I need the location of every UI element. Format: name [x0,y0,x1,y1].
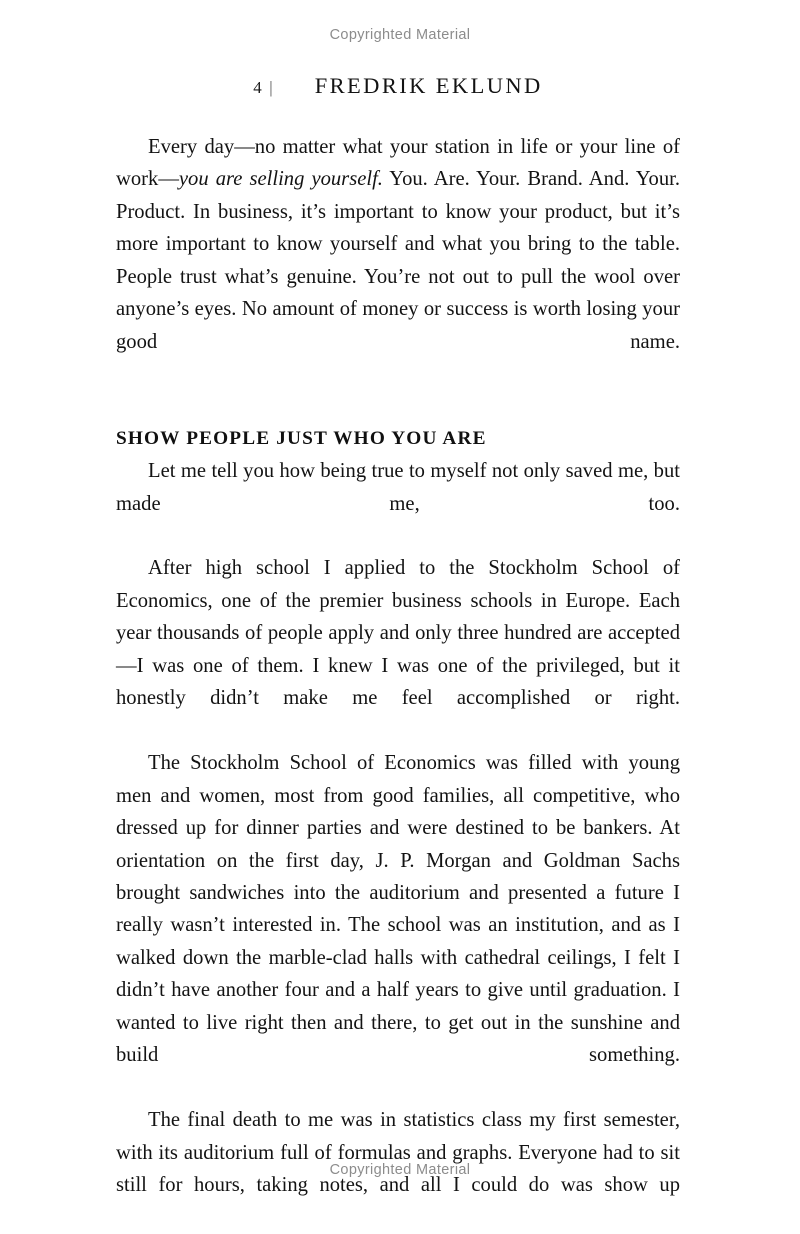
paragraph-1-rest: You. Are. Your. Brand. And. Your. Product. In business, it’s important to know your product, but it’s more important to know yourself and what you bring to the table. People trust what’s genuine. You’re not out to pull the wool over anyone’s eyes. No amount of money or success is worth losing your good name. [116,168,680,353]
author-running-title: FREDRIK EKLUND [314,73,543,98]
paragraph-1 [116,131,680,391]
section-heading: SHOW PEOPLE JUST WHO YOU ARE [116,427,487,449]
paragraph-3: After high school I applied to the Stockholm School of Economics, one of the premier business schools in Europe. Each year thousands of people apply and only three hundred are accepted—I was one of them. I knew I was one of the privileged, but it honestly didn’t make me feel accomplished or right. [116,557,680,710]
body-text-block [116,131,680,1234]
paragraph-5: The final death to me was in statistics class my first semester, with its auditorium full of formulas and graphs. Everyone had to sit still for hours, taking notes, and all I could do was show up [116,1109,680,1197]
folio-separator: | [269,78,273,97]
page-number: 4 [253,78,263,97]
copyright-watermark-bottom: Copyrighted Material [329,1162,471,1178]
paragraph-1-lead: Every day—no matter what your station in life or your line of work— [116,136,680,191]
paragraph-4: The Stockholm School of Economics was filled with young men and women, most from good families, all competitive, who dressed up for dinner parties and were destined to be bankers. At orientation on the first day, J. P. Morgan and Goldman Sachs brought sandwiches into the auditorium and presented a future I really wasn’t interested in. The school was an institution, and as I walked down the marble-clad halls with cathedral ceilings, I felt I didn’t have another four and a half years to give until graduation. I wanted to live right then and there, to get out in the sunshine and build something. [116,752,680,1067]
paragraph-1-emphasis: you are selling yourself. [178,168,383,191]
paragraph-2: Let me tell you how being true to myself not only saved me, but made me, too. [116,460,680,515]
copyright-watermark-top: Copyrighted Material [329,27,471,43]
running-head [116,73,680,103]
